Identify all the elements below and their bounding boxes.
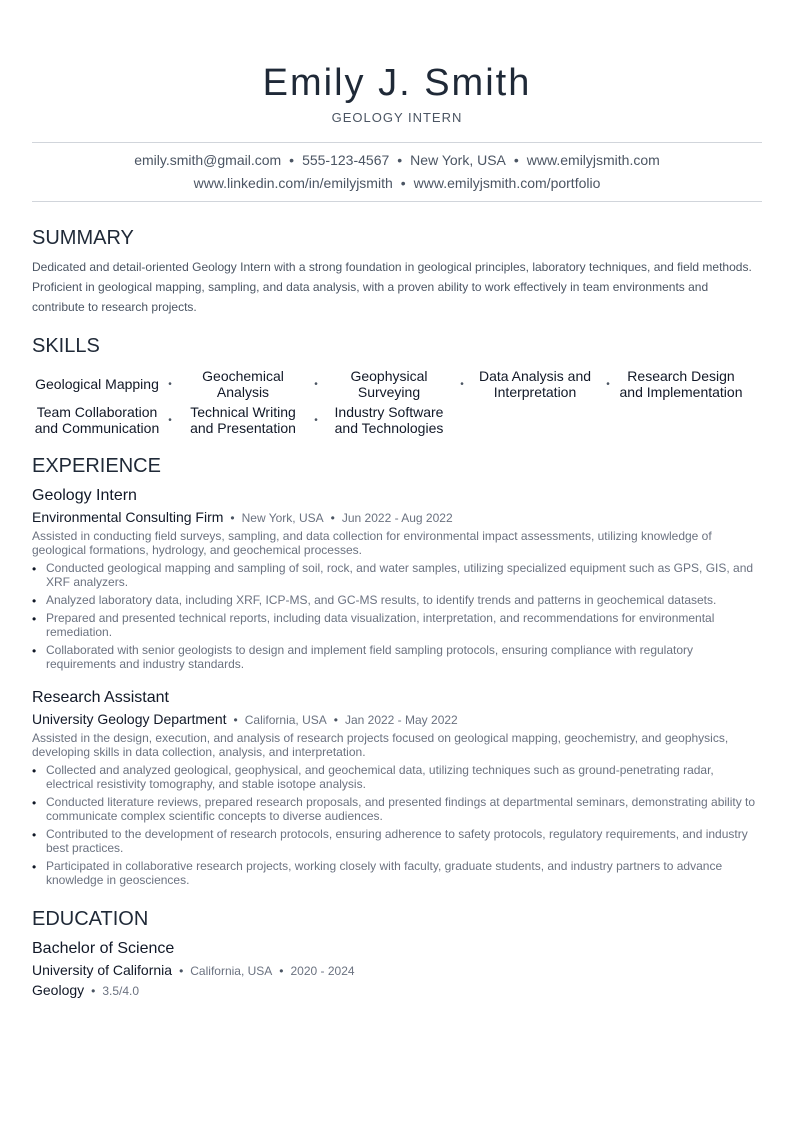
email-link[interactable]: emily.smith@gmail.com [134, 152, 282, 168]
separator-dot: • [606, 378, 610, 390]
separator-dot: • [279, 964, 284, 978]
job-location: New York, USA [241, 511, 324, 525]
candidate-title: GEOLOGY INTERN [331, 110, 463, 125]
skill-item: Research Design and Implementation [619, 368, 743, 400]
separator-dot: • [179, 964, 184, 978]
skill-item: Technical Writing and Presentation [190, 404, 296, 436]
skill-item: Geophysical Surveying [350, 368, 428, 400]
header-divider-bottom [32, 201, 762, 202]
major-line [32, 982, 139, 998]
job-description: Assisted in the design, execution, and analysis of research projects focused on geological mapping, geochemistry, and geophysics, developing skills in data collection, analysis, and interpretation. [32, 731, 729, 759]
gpa-value: 3.5/4.0 [102, 984, 140, 998]
skill-item: Data Analysis and Interpretation [478, 368, 592, 400]
separator-dot: • [330, 511, 335, 525]
skill-item: Geochemical Analysis [202, 368, 284, 400]
separator-dot: • [314, 414, 318, 426]
degree-title: Bachelor of Science [32, 940, 175, 957]
header-divider-top [32, 142, 762, 143]
summary-heading: SUMMARY [32, 227, 134, 249]
job-bullet: • Collaborated with senior geologists to design and implement field sampling protocols, ensuring compliance with regulatory requirements and industry standards. [32, 643, 764, 671]
major-name: Geology [32, 982, 85, 998]
contact-line-1 [0, 152, 794, 168]
job-dates: Jan 2022 - May 2022 [344, 713, 458, 727]
location-text: New York, USA [410, 152, 506, 168]
separator-dot: • [460, 378, 464, 390]
skill-item: Industry Software and Technologies [334, 404, 444, 436]
job-organization: Environmental Consulting Firm [32, 509, 224, 525]
school-dates: 2020 - 2024 [290, 964, 355, 978]
job-bullet: • Analyzed laboratory data, including XRF, ICP-MS, and GC-MS results, to identify trends and patterns in geochemical datasets. [32, 593, 764, 607]
job-dates: Jun 2022 - Aug 2022 [341, 511, 453, 525]
separator-dot: • [168, 414, 172, 426]
skills-row [32, 402, 764, 438]
skill-item: Team Collaboration and Communication [34, 404, 160, 436]
separator-dot: • [91, 984, 96, 998]
job-bullet: • Contributed to the development of research protocols, ensuring adherence to safety protocols, regulatory requirements, and industry best practices. [32, 827, 764, 855]
experience-heading: EXPERIENCE [32, 455, 161, 477]
linkedin-link[interactable]: www.linkedin.com/in/emilyjsmith [193, 175, 393, 191]
summary-text: Dedicated and detail-oriented Geology Intern with a strong foundation in geological principles, laboratory techniques, and field methods. Proficient in geological mapping, sampling, and data analysis, with a proven ability to work effectively in team environments and contribute to research projects. [32, 260, 752, 314]
separator-dot: • [233, 713, 238, 727]
website-link[interactable]: www.emilyjsmith.com [526, 152, 660, 168]
separator-dot: • [333, 713, 338, 727]
job-bullet: • Prepared and presented technical reports, including data visualization, interpretation, and recommendations for environmental remediation. [32, 611, 764, 639]
separator-dot: • [513, 152, 519, 168]
separator-dot: • [314, 378, 318, 390]
phone-number: 555-123-4567 [302, 152, 390, 168]
job-org-line [32, 509, 453, 525]
job-bullet-list [32, 561, 764, 675]
skill-item: Geological Mapping [35, 376, 159, 392]
skills-grid [32, 366, 764, 438]
school-line [32, 962, 355, 978]
job-description: Assisted in conducting field surveys, sampling, and data collection for environmental impact assessments, utilizing knowledge of geological formations, hydrology, and geochemical processes. [32, 529, 712, 557]
separator-dot: • [397, 152, 403, 168]
job-title: Geology Intern [32, 487, 137, 504]
job-bullet-list [32, 763, 764, 891]
separator-dot: • [289, 152, 295, 168]
contact-line-2 [0, 175, 794, 191]
candidate-name: Emily J. Smith [262, 62, 532, 104]
job-org-line [32, 711, 458, 727]
job-organization: University Geology Department [32, 711, 227, 727]
job-title: Research Assistant [32, 689, 169, 706]
job-bullet: • Conducted geological mapping and sampling of soil, rock, and water samples, utilizing specialized equipment such as GPS, GIS, and XRF analyzers. [32, 561, 764, 589]
separator-dot: • [400, 175, 406, 191]
school-location: California, USA [190, 964, 273, 978]
skills-row [32, 366, 764, 402]
skills-heading: SKILLS [32, 335, 100, 357]
job-location: California, USA [244, 713, 327, 727]
job-bullet: • Participated in collaborative research projects, working closely with faculty, graduate students, and industry partners to advance knowledge in geosciences. [32, 859, 764, 887]
school-name: University of California [32, 962, 173, 978]
separator-dot: • [168, 378, 172, 390]
job-bullet: • Conducted literature reviews, prepared research proposals, and presented findings at departmental seminars, demonstrating ability to communicate complex scientific concepts to diverse audiences. [32, 795, 764, 823]
job-bullet: • Collected and analyzed geological, geophysical, and geochemical data, utilizing techniques such as ground-penetrating radar, electrical resistivity tomography, and stable isotope analysis. [32, 763, 764, 791]
separator-dot: • [230, 511, 235, 525]
portfolio-link[interactable]: www.emilyjsmith.com/portfolio [413, 175, 601, 191]
education-heading: EDUCATION [32, 908, 149, 930]
